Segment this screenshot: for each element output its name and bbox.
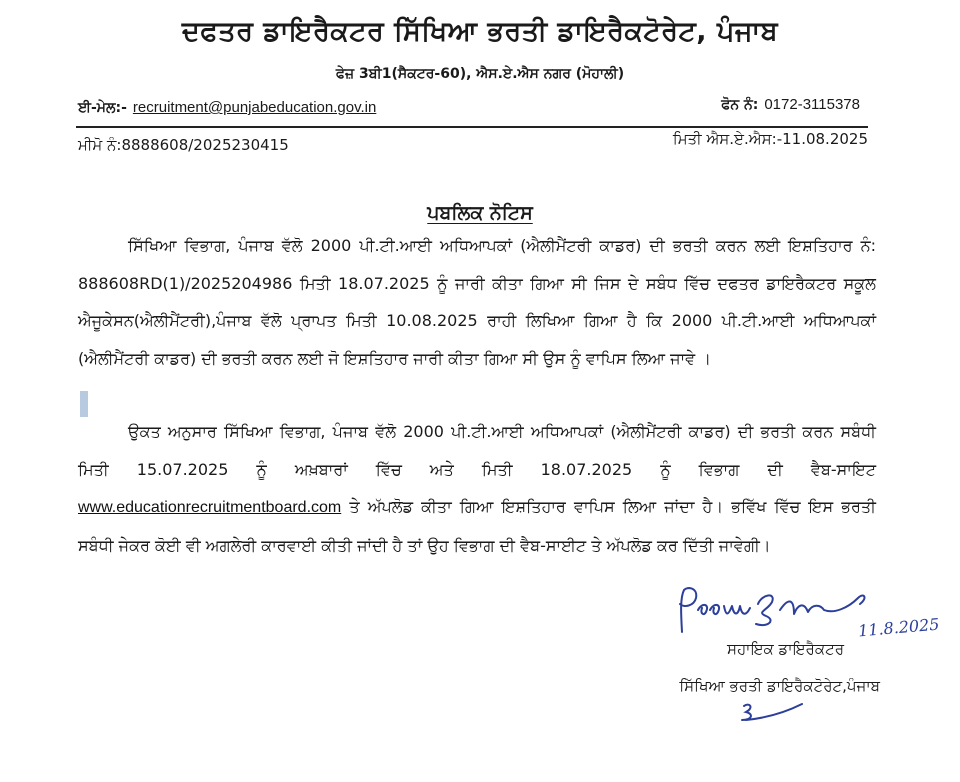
notice-heading-text: ਪਬਲਿਕ ਨੋਟਿਸ	[427, 202, 533, 224]
email-line	[78, 99, 376, 116]
paragraph-1-text: ਸਿੱਖਿਆ ਵਿਭਾਗ, ਪੰਜਾਬ ਵੱਲੋ 2000 ਪੀ.ਟੀ.ਆਈ ਅਧਿਆਪਕਾਂ (ਐਲੀਮੈਂਟਰੀ ਕਾਡਰ) ਦੀ ਭਰਤੀ ਕਰਨ ਲਈ ਇਸ਼ਤਿਹਾਰ ਨੰ: 888608RD(1)/2025204986 ਮਿਤੀ 18.07.2025 ਨੂੰ ਜਾਰੀ ਕੀਤਾ ਗਿਆ ਸੀ ਜਿਸ ਦੇ ਸਬੰਧ ਵਿੱਚ ਦਫਤਰ ਡਾਇਰੈਕਟਰ ਸਕੂਲ ਐਜੂਕੇਸਨ(ਐਲੀਮੈਂਟਰੀ),ਪੰਜਾਬ ਵੱਲੋ ਪ੍ਰਾਪਤ ਮਿਤੀ 10.08.2025 ਰਾਹੀ ਲਿਖਿਆ ਗਿਆ ਹੈ ਕਿ 2000 ਪੀ.ਟੀ.ਆਈ ਅਧਿਆਪਕਾਂ (ਐਲੀਮੈਂਟਰੀ ਕਾਡਰ) ਦੀ ਭਰਤੀ ਕਰਨ ਲਈ ਜੋ ਇਸ਼ਤਿਹਾਰ ਜਾਰੀ ਕੀਤਾ ਗਿਆ ਸੀ ਉਸ ਨੂੰ ਵਾਪਿਸ ਲਿਆ ਜਾਵੇ ।	[78, 236, 876, 368]
signature-date: 11.8.2025	[857, 614, 941, 641]
notice-paragraph-2	[78, 413, 876, 564]
notice-paragraph-1	[78, 227, 876, 377]
signature-image	[672, 584, 872, 636]
memo-number: ਮੀਮੋ ਨੰ:8888608/2025230415	[78, 136, 289, 154]
phone-line	[721, 96, 860, 113]
paragraph-2-text-end: ਤੇ ਅੱਪਲੋਡ ਕੀਤਾ ਗਿਆ ਇਸ਼ਤਿਹਾਰ ਵਾਪਿਸ ਲਿਆ ਜਾਂਦਾ ਹੈ। ਭਵਿੱਖ ਵਿੱਚ ਇਸ ਭਰਤੀ ਸਬੰਧੀ ਜੇਕਰ ਕੋਈ ਵੀ ਅਗਲੇਰੀ ਕਾਰਵਾਈ ਕੀਤੀ ਜਾਂਦੀ ਹੈ ਤਾਂ ਉਹ ਵਿਭਾਗ ਦੀ ਵੈਬ-ਸਾਈਟ ਤੇ ਅੱਪਲੋਡ ਕਰ ਦਿੱਤੀ ਜਾਵੇਗੀ।	[78, 497, 876, 555]
phone-label: ਫੋਨ ਨੰ:	[721, 97, 759, 113]
notice-heading	[0, 202, 960, 224]
initial-mark-image	[736, 698, 806, 726]
email-link[interactable]: recruitment@punjabeducation.gov.in	[132, 99, 377, 116]
email-label: ਈ-ਮੇਲ:-	[78, 100, 127, 116]
office-title: ਦਫਤਰ ਡਾਇਰੈਕਟਰ ਸਿੱਖਿਆ ਭਰਤੀ ਡਾਇਰੈਕਟੋਰੇਟ, ਪੰਜਾਬ	[181, 16, 779, 47]
phone-number: 0172-3115378	[764, 96, 860, 113]
header-divider	[76, 126, 868, 128]
memo-date: ਮਿਤੀ ਐਸ.ਏ.ਐਸ:-11.08.2025	[672, 130, 868, 148]
office-address: ਫੇਜ਼ 3ਬੀ1(ਸੈਕਟਰ-60), ਐਸ.ਏ.ਐਸ ਨਗਰ (ਮੋਹਾਲੀ)	[335, 66, 625, 82]
signatory-office: ਸਿੱਖਿਆ ਭਰਤੀ ਡਾਇਰੈਕਟੋਰੇਟ,ਪੰਜਾਬ	[679, 677, 880, 695]
website-link[interactable]: www.educationrecruitmentboard.com	[78, 499, 342, 516]
signatory-designation: ਸਹਾਇਕ ਡਾਇਰੈਕਟਰ	[726, 640, 844, 658]
paragraph-2-text-start: ਉਕਤ ਅਨੁਸਾਰ ਸਿੱਖਿਆ ਵਿਭਾਗ, ਪੰਜਾਬ ਵੱਲੋ 2000 ਪੀ.ਟੀ.ਆਈ ਅਧਿਆਪਕਾਂ (ਐਲੀਮੈਂਟਰੀ ਕਾਡਰ) ਦੀ ਭਰਤੀ ਕਰਨ ਸਬੰਧੀ ਮਿਤੀ 15.07.2025 ਨੂੰ ਅਖ਼ਬਾਰਾਂ ਵਿੱਚ ਅਤੇ ਮਿਤੀ 18.07.2025 ਨੂੰ ਵਿਭਾਗ ਦੀ ਵੈਬ-ਸਾਇਟ	[78, 422, 876, 479]
